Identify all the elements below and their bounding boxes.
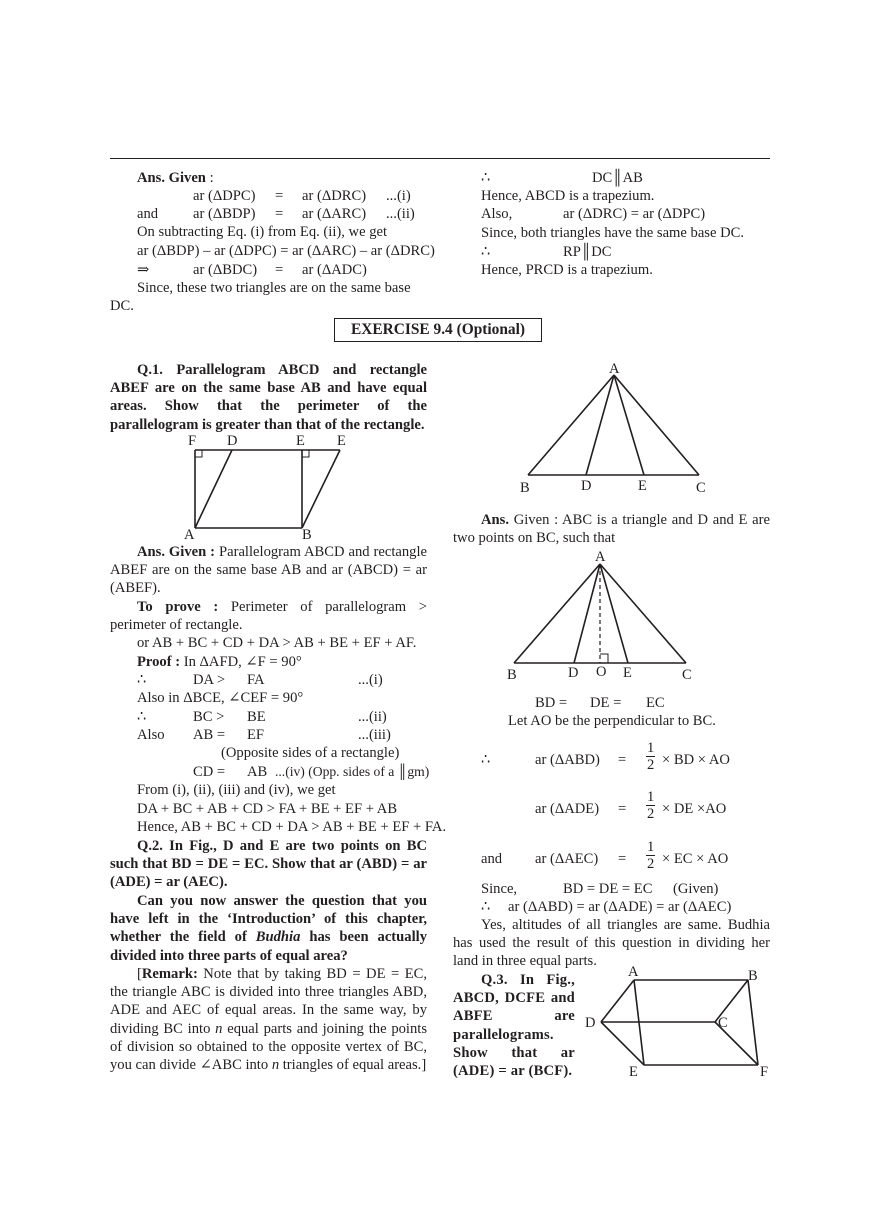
q1-p2: Also in ΔBCE, ∠CEF = 90° bbox=[137, 690, 304, 706]
q2f1-line-ac bbox=[614, 375, 699, 475]
q1-ans-text: Parallelogram ABCD and rectangle ABEF are on the same base AB and ar (ABCD) = ar (ABEF). bbox=[110, 544, 427, 597]
q1-p4-tag: ...(iii) bbox=[358, 727, 391, 743]
q2f2-label-a: A bbox=[595, 549, 606, 565]
q3-line-bf bbox=[748, 980, 758, 1065]
q1-prove-text: Perimeter of parallelogram > perimeter of rectangle. bbox=[110, 599, 427, 634]
remark-text-3: triangles of equal areas.] bbox=[279, 1057, 427, 1074]
q1-ans-label: Ans. Given : bbox=[137, 544, 216, 560]
q2-s3-fraction bbox=[646, 839, 655, 872]
q2f1-line-ab bbox=[528, 375, 614, 475]
area-equality: ar (ΔDRC) = ar (ΔDPC) bbox=[563, 206, 706, 222]
q2-since-label: Since, bbox=[481, 881, 518, 897]
q1-prove-label: To prove : bbox=[137, 599, 219, 615]
eq-3-equals: = bbox=[275, 262, 284, 278]
q1-figure bbox=[180, 432, 360, 542]
q3-line-ad bbox=[601, 980, 634, 1022]
q2-s2-rhs: × DE ×AO bbox=[662, 801, 727, 817]
colon: : bbox=[205, 170, 214, 186]
q2f2-label-e: E bbox=[623, 665, 632, 681]
q2f1-line-ae bbox=[614, 375, 644, 475]
subtract-line: On subtracting Eq. (i) from Eq. (ii), we get bbox=[137, 224, 388, 240]
ans-given-label: Ans. Given bbox=[137, 170, 206, 186]
q2-s3-and: and bbox=[481, 851, 503, 867]
q1-proof-label: Proof : bbox=[137, 654, 181, 670]
remark-bracket: [ bbox=[137, 966, 142, 982]
q2-s3-rhs: × EC × AO bbox=[662, 851, 729, 867]
q2-s3-equals: = bbox=[618, 851, 627, 867]
q1-p3-therefore: ∴ bbox=[137, 709, 147, 725]
q3-question: Q.3. In Fig., ABCD, DCFE and ABFE are parallelograms. Show that ar (ADE) = ar (BCF). bbox=[453, 972, 575, 1080]
q1-p6-lhs: CD = bbox=[193, 764, 226, 780]
q2-s2-frac-num: 1 bbox=[647, 789, 655, 805]
q2-s3-frac-num: 1 bbox=[647, 839, 655, 855]
since-line-end: DC. bbox=[110, 298, 134, 314]
q3-line-de bbox=[601, 1022, 644, 1065]
remark-label: Remark: bbox=[141, 966, 198, 982]
eq-3-rhs: ar (ΔADC) bbox=[302, 262, 367, 278]
eq-2-lhs: ar (ΔBDP) bbox=[193, 206, 256, 222]
q1-right-angle-f bbox=[195, 450, 202, 457]
q2-s1-fraction bbox=[646, 740, 655, 773]
dc-parallel-ab: DC║AB bbox=[592, 170, 643, 186]
q1-label-a: A bbox=[184, 527, 195, 543]
q2-let-line: Let AO be the perpendicular to BC. bbox=[508, 713, 716, 729]
q2f2-label-o: O bbox=[596, 664, 607, 680]
can-you-post: has been actually divided into three parts of equal area? bbox=[110, 929, 427, 964]
remark-text-2: equal parts and joining the points of division so obtained to the opposite vertex of BC, you can divide ∠ABC into bbox=[110, 1020, 428, 1074]
q2-ans-label: Ans. bbox=[481, 512, 509, 528]
q1-p4-lhs: AB = bbox=[193, 727, 226, 743]
eq-2-rhs: ar (ΔARC) bbox=[302, 206, 367, 222]
q2-eq-bd: BD = bbox=[535, 695, 568, 711]
q1-label-b: B bbox=[302, 527, 312, 543]
eq-1-equals: = bbox=[275, 188, 284, 204]
remark-n-1: n bbox=[215, 1020, 223, 1037]
can-you-name: Budhia bbox=[255, 929, 301, 946]
q3-figure bbox=[582, 962, 777, 1080]
q2-ans-text: Given : ABC is a triangle and D and E are two points on BC, such that bbox=[453, 512, 770, 547]
q3-label-a: A bbox=[628, 964, 639, 980]
q1-p4-rhs: EF bbox=[247, 727, 265, 743]
q1-p9: Hence, AB + BC + CD + DA > AB + BE + EF + FA. bbox=[137, 819, 447, 835]
since-line: Since, these two triangles are on the same base bbox=[137, 280, 411, 296]
q1-line-bc bbox=[302, 450, 340, 528]
q2f1-label-e: E bbox=[638, 478, 647, 494]
also-label: Also, bbox=[481, 206, 513, 222]
q1-p3-tag: ...(ii) bbox=[358, 709, 387, 725]
remark-paragraph bbox=[110, 965, 427, 1074]
q2-s1-therefore: ∴ bbox=[481, 752, 491, 768]
q1-p7: From (i), (ii), (iii) and (iv), we get bbox=[137, 782, 336, 798]
q1-label-f: F bbox=[188, 433, 197, 449]
exercise-title: EXERCISE 9.4 (Optional) bbox=[334, 318, 542, 342]
q1-line-ad bbox=[195, 450, 232, 528]
rp-parallel-dc: RP║DC bbox=[563, 244, 612, 260]
q1-label-d: D bbox=[227, 433, 238, 449]
q1-p1-tag: ...(i) bbox=[358, 672, 383, 688]
q2f2-line-ac bbox=[600, 564, 686, 663]
q3-label-c: C bbox=[718, 1015, 728, 1031]
q3-label-f: F bbox=[760, 1064, 769, 1080]
q2f1-label-c: C bbox=[696, 480, 706, 496]
ans-given-line bbox=[137, 169, 214, 187]
q2f1-label-a: A bbox=[609, 361, 620, 377]
q1-or-line: or AB + BC + CD + DA > AB + BE + EF + AF. bbox=[137, 635, 417, 651]
q2f2-label-b: B bbox=[507, 667, 517, 683]
implies-symbol: ⇒ bbox=[137, 262, 150, 278]
difference-line: ar (ΔBDP) – ar (ΔDPC) = ar (ΔARC) – ar (ΔDRC) bbox=[137, 243, 435, 259]
q1-p8: DA + BC + AB + CD > FA + BE + EF + AB bbox=[137, 801, 398, 817]
q2-eq-ec: EC bbox=[646, 695, 665, 711]
q2f2-right-angle-o bbox=[600, 654, 608, 663]
q2f2-label-d: D bbox=[568, 665, 579, 681]
q2f2-line-ae bbox=[600, 564, 628, 663]
q2-s2-lhs: ar (ΔADE) bbox=[535, 801, 600, 817]
eq-1-rhs: ar (ΔDRC) bbox=[302, 188, 367, 204]
q2-s2-equals: = bbox=[618, 801, 627, 817]
q1-p3-rhs: BE bbox=[247, 709, 266, 725]
q2-since-eq: BD = DE = EC bbox=[563, 881, 653, 897]
q2-conc-therefore: ∴ bbox=[481, 899, 491, 915]
q2f1-line-ad bbox=[586, 375, 614, 475]
eq-2-equals: = bbox=[275, 206, 284, 222]
q2-s2-fraction bbox=[646, 789, 655, 822]
eq-3-lhs: ar (ΔBDC) bbox=[193, 262, 258, 278]
q2-s3-lhs: ar (ΔAEC) bbox=[535, 851, 599, 867]
q1-p1-therefore: ∴ bbox=[137, 672, 147, 688]
q1-p4-also: Also bbox=[137, 727, 165, 743]
q2f2-label-c: C bbox=[682, 667, 692, 683]
q2-s1-rhs: × BD × AO bbox=[662, 752, 730, 768]
eq-2-and: and bbox=[137, 206, 159, 222]
therefore-symbol-2: ∴ bbox=[481, 244, 491, 260]
q1-question: Q.1. Parallelogram ABCD and rectangle ABEF are on the same base AB and have equal areas. Show that the perimeter of the parallelogram is greater than that of the rectangle. bbox=[110, 362, 427, 433]
q3-label-e: E bbox=[629, 1064, 638, 1080]
eq-2-tag: ...(ii) bbox=[386, 206, 415, 222]
therefore-symbol: ∴ bbox=[481, 170, 491, 186]
q2-yes-paragraph: Yes, altitudes of all triangles are same. Budhia has used the result of this question in dividing her land in three equal parts. bbox=[453, 917, 770, 970]
q1-p1-rhs: FA bbox=[247, 672, 265, 688]
q2-s1-lhs: ar (ΔABD) bbox=[535, 752, 600, 768]
q1-p6-tag: ...(iv) (Opp. sides of a ║gm) bbox=[275, 764, 430, 779]
q1-label-e2: E bbox=[337, 433, 346, 449]
q2-question: Q.2. In Fig., D and E are two points on BC such that BD = DE = EC. Show that ar (ABD) = ar (ADE) = ar (AEC). bbox=[110, 838, 427, 891]
q2-conclusion: ar (ΔABD) = ar (ΔADE) = ar (ΔAEC) bbox=[508, 899, 732, 915]
q1-right-angle-e bbox=[302, 450, 309, 457]
q1-p1-lhs: DA > bbox=[193, 672, 226, 688]
abcd-trapezium: Hence, ABCD is a trapezium. bbox=[481, 188, 655, 204]
q2-figure-2 bbox=[504, 548, 704, 688]
q1-label-e1: E bbox=[296, 433, 305, 449]
remark-n-2: n bbox=[271, 1057, 280, 1074]
q2f1-label-d: D bbox=[581, 478, 592, 494]
q2-eq-de: DE = bbox=[590, 695, 622, 711]
q1-p3-lhs: BC > bbox=[193, 709, 225, 725]
same-base-line: Since, both triangles have the same base DC. bbox=[481, 225, 745, 241]
can-you-pre: Can you now answer the question that you have left in the ‘Introduction’ of this chapter, whether the field of bbox=[110, 893, 427, 946]
remark-text-1: Note that by taking BD = DE = EC, the triangle ABC is divided into three triangles ABD, ADE and AEC of equal areas. In the same way, by dividing BC into bbox=[110, 966, 427, 1037]
q1-p6-rhs: AB bbox=[247, 764, 268, 780]
can-you-paragraph bbox=[110, 892, 427, 965]
top-rule bbox=[110, 158, 770, 159]
q3-label-d: D bbox=[585, 1015, 596, 1031]
q1-to-prove bbox=[110, 598, 427, 634]
q2-answer-given bbox=[453, 511, 770, 547]
q2f1-label-b: B bbox=[520, 480, 530, 496]
eq-1-tag: ...(i) bbox=[386, 188, 411, 204]
eq-1-lhs: ar (ΔDPC) bbox=[193, 188, 256, 204]
q3-label-b: B bbox=[748, 968, 758, 984]
q1-proof-text: In ΔAFD, ∠F = 90° bbox=[180, 654, 302, 670]
prcd-trapezium: Hence, PRCD is a trapezium. bbox=[481, 262, 653, 278]
q1-proof-line bbox=[137, 653, 302, 671]
q1-p5: (Opposite sides of a rectangle) bbox=[221, 745, 400, 761]
q2-s1-frac-num: 1 bbox=[647, 740, 655, 756]
q2-figure-1 bbox=[515, 360, 725, 500]
q2-s2-frac-den: 2 bbox=[647, 806, 655, 822]
q2-s1-frac-den: 2 bbox=[647, 757, 655, 773]
q2-since-given: (Given) bbox=[673, 881, 719, 897]
q1-answer-given bbox=[110, 543, 427, 598]
q2-s1-equals: = bbox=[618, 752, 627, 768]
q2-s3-frac-den: 2 bbox=[647, 856, 655, 872]
